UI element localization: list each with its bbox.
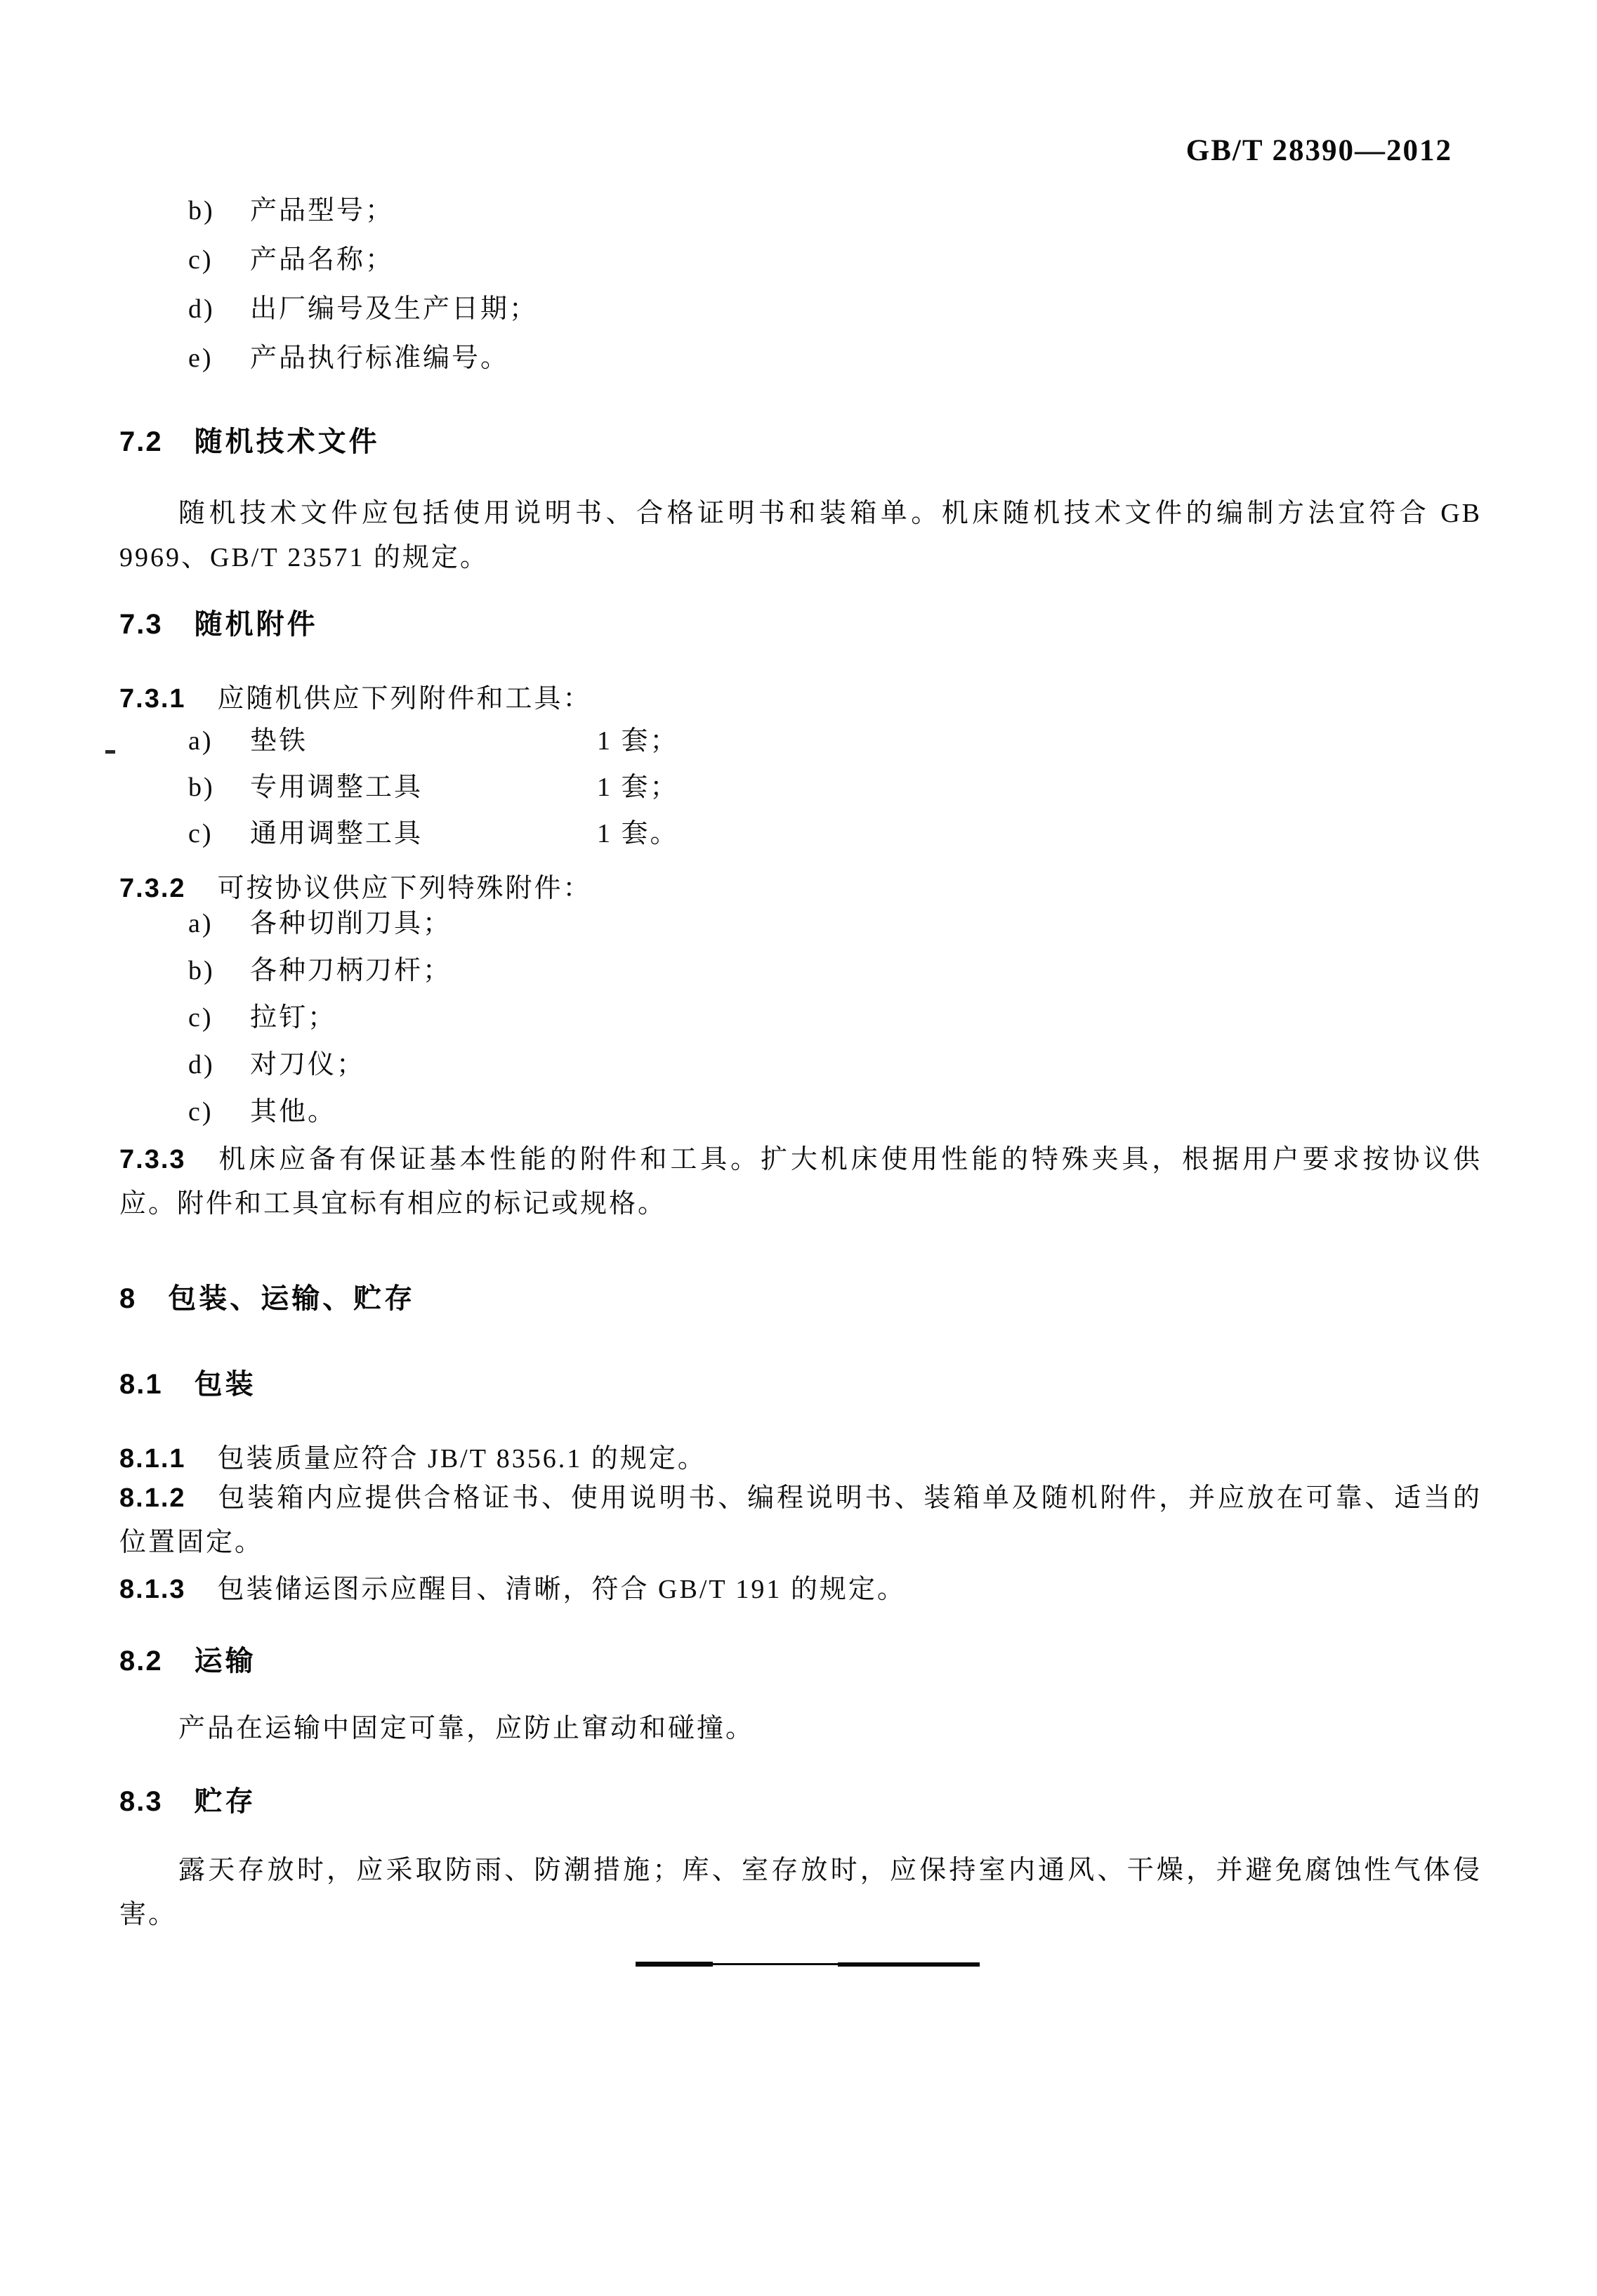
scan-speck: [105, 750, 115, 754]
list-item: [188, 235, 538, 284]
clause-8-2-heading: [119, 1645, 256, 1677]
list-item: [188, 900, 452, 947]
clause-title: 包装: [194, 1369, 256, 1400]
list-item-letter: e): [188, 343, 213, 373]
supplied-tools-list: [188, 718, 679, 857]
list-item: [188, 1089, 452, 1136]
clause-title: 贮存: [194, 1786, 256, 1817]
clause-number: 8.3: [119, 1786, 163, 1817]
clause-title: 随机附件: [194, 609, 318, 640]
list-item-letter: c): [188, 1097, 213, 1127]
clause-8-1-1-paragraph: [119, 1437, 1482, 1481]
clause-7-2-heading: [119, 426, 380, 458]
clause-number: 7.3.2: [119, 874, 186, 903]
clause-title: 运输: [194, 1646, 256, 1677]
clause-text: 包装储运图示应醒目、清晰，符合 GB/T 191 的规定。: [217, 1575, 906, 1604]
divider-line: [636, 1961, 980, 1967]
list-item-text: 对刀仪；: [250, 1050, 366, 1080]
marking-items-list: [188, 186, 538, 383]
clause-number: 8.2: [119, 1646, 163, 1677]
list-item: [188, 284, 538, 334]
list-item-text: 各种切削刀具；: [250, 909, 452, 938]
tool-quantity: 1 套。: [597, 819, 679, 848]
clause-text: 包装箱内应提供合格证书、使用说明书、编程说明书、装箱单及随机附件，并应放在可靠、适当的位置固定。: [119, 1483, 1482, 1557]
special-attachments-list: [188, 900, 452, 1136]
list-item-text: 产品型号；: [250, 196, 395, 225]
divider-segment: [838, 1962, 980, 1967]
clause-number: 7.2: [119, 426, 163, 457]
list-item-letter: c): [188, 1003, 213, 1032]
list-item-text: 各种刀柄刀杆；: [250, 956, 452, 985]
clause-7-3-heading: [119, 608, 318, 641]
list-item-letter: d): [188, 294, 215, 324]
tool-name: 垫铁: [250, 726, 308, 756]
list-item-letter: c): [188, 819, 213, 848]
clause-number: 8: [119, 1283, 137, 1314]
clause-number: 7.3: [119, 609, 163, 640]
list-item: [188, 186, 538, 235]
clause-8-2-paragraph: 产品在运输中固定可靠，应防止窜动和碰撞。: [178, 1714, 755, 1743]
clause-7-2-paragraph: 随机技术文件应包括使用说明书、合格证明书和装箱单。机床随机技术文件的编制方法宜符合 GB 9969、GB/T 23571 的规定。: [119, 499, 1482, 572]
list-item-letter: c): [188, 245, 213, 275]
list-item: [188, 995, 452, 1042]
list-item-text: 其他。: [250, 1097, 337, 1127]
tool-quantity: 1 套；: [597, 726, 679, 756]
tool-name: 专用调整工具: [250, 773, 423, 802]
clause-number: 8.1.3: [119, 1575, 186, 1604]
list-item: [188, 947, 452, 995]
clause-text: 应随机供应下列附件和工具：: [217, 684, 592, 714]
clause-number: 7.3.3: [119, 1145, 186, 1174]
clause-title: 随机技术文件: [194, 426, 380, 457]
clause-number: 7.3.1: [119, 684, 186, 714]
list-item: [188, 764, 679, 811]
list-item-letter: b): [188, 196, 215, 225]
list-item: [188, 334, 538, 383]
tool-name: 通用调整工具: [250, 819, 423, 848]
clause-7-3-1-paragraph: [119, 677, 1482, 721]
list-item-letter: a): [188, 909, 213, 938]
clause-8-1-heading: [119, 1368, 256, 1400]
list-item-letter: b): [188, 956, 215, 985]
list-item-letter: d): [188, 1050, 215, 1080]
tool-quantity: 1 套；: [597, 773, 679, 802]
list-item-letter: a): [188, 726, 213, 756]
clause-title: 包装、运输、贮存: [168, 1283, 416, 1314]
clause-8-3-heading: [119, 1785, 256, 1818]
list-item-letter: b): [188, 773, 215, 802]
clause-text: 包装质量应符合 JB/T 8356.1 的规定。: [217, 1444, 707, 1474]
divider-segment: [636, 1962, 713, 1967]
clause-text: 机床应备有保证基本性能的附件和工具。扩大机床使用性能的特殊夹具，根据用户要求按协议供应。附件和工具宜标有相应的标记或规格。: [119, 1145, 1482, 1219]
clause-8-1-2-paragraph: [119, 1476, 1482, 1565]
list-item-text: 产品执行标准编号。: [250, 343, 510, 373]
clause-7-3-3-paragraph: [119, 1138, 1482, 1226]
list-item-text: 拉钉；: [250, 1003, 337, 1032]
clause-text: 可按协议供应下列特殊附件：: [217, 874, 592, 903]
list-item: [188, 718, 679, 764]
clause-number: 8.1.1: [119, 1444, 186, 1474]
clause-8-heading: [119, 1283, 415, 1315]
clause-8-3-paragraph: 露天存放时，应采取防雨、防潮措施；库、室存放时，应保持室内通风、干燥，并避免腐蚀性气体侵害。: [119, 1856, 1482, 1929]
clause-number: 8.1: [119, 1369, 163, 1400]
list-item-text: 出厂编号及生产日期；: [250, 294, 539, 324]
clause-8-1-3-paragraph: [119, 1568, 1482, 1612]
list-item: [188, 811, 679, 857]
clause-number: 8.1.2: [119, 1483, 186, 1513]
list-item-text: 产品名称；: [250, 245, 395, 275]
list-item: [188, 1042, 452, 1089]
standard-number-header: GB/T 28390—2012: [1185, 134, 1452, 167]
